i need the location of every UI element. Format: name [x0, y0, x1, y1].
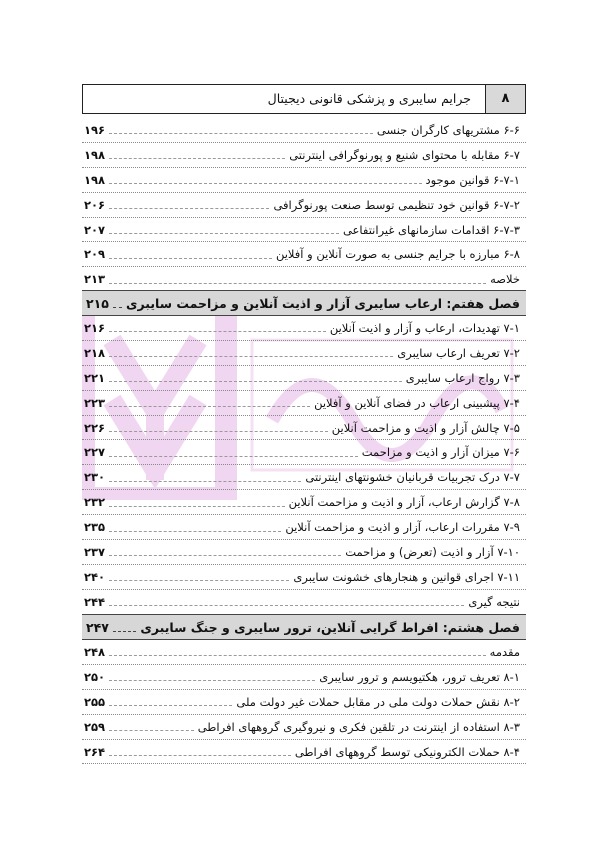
leader-dots: [109, 381, 402, 382]
toc-entry[interactable]: [82, 218, 526, 243]
leader-dots: [109, 208, 269, 209]
toc-entry-title: ۷-۱۱ اجرای قوانین و هنجارهای خشونت سایبری: [293, 569, 520, 584]
toc-entry-page: ۲۴۰: [84, 569, 106, 584]
toc-entry-title: ۷-۴ پیشبینی ارعاب در فضای آنلاین و آفلاین: [314, 395, 520, 410]
leader-dots: [109, 431, 328, 432]
toc-entry-page: ۲۵۵: [84, 694, 106, 709]
leader-dots: [109, 283, 486, 284]
toc-entry-title: ۷-۵ چالش آزار و اذیت و مزاحمت آنلاین: [331, 420, 520, 435]
toc-entry-page: ۲۴۴: [84, 594, 106, 609]
toc-entry-page: ۲۱۶: [84, 320, 106, 335]
toc-entry[interactable]: [82, 143, 526, 168]
toc-entry[interactable]: [82, 740, 526, 765]
leader-dots: [109, 183, 421, 184]
toc-entry-page: ۲۲۱: [84, 370, 106, 385]
toc-entry-title: ۸-۱ تعریف ترور، هکتیویسم و ترور سایبری: [319, 669, 520, 684]
toc-entry-page: ۲۵۹: [84, 719, 106, 734]
toc-entry[interactable]: [82, 193, 526, 218]
toc-entry[interactable]: [82, 715, 526, 740]
chapter-heading[interactable]: [82, 290, 526, 316]
leader-dots: [113, 631, 137, 632]
toc-entry-title: نتیجه گیری: [468, 594, 520, 609]
toc-entry-page: ۲۳۲: [84, 495, 106, 510]
toc-entry[interactable]: [82, 242, 526, 267]
toc-entry-title: مقدمه: [489, 644, 520, 659]
toc-entry[interactable]: [82, 565, 526, 590]
toc-entry[interactable]: [82, 440, 526, 465]
toc-entry-page: ۱۹۸: [84, 147, 106, 162]
toc-entry-page: ۱۹۸: [84, 172, 106, 187]
leader-dots: [109, 555, 341, 556]
toc-entry-page: ۲۲۶: [84, 420, 106, 435]
toc-entry-page: ۲۳۰: [84, 470, 106, 485]
toc-entry[interactable]: [82, 341, 526, 366]
toc-entry[interactable]: [82, 267, 526, 292]
leader-dots: [109, 605, 464, 606]
toc-entry-page: ۲۰۹: [84, 247, 106, 262]
toc-entry-title: ۶-۷-۱ قوانین موجود: [425, 172, 520, 187]
toc-entry[interactable]: [82, 490, 526, 515]
toc-entry-title: ۷-۳ رواج ارعاب سایبری: [405, 370, 520, 385]
leader-dots: [109, 680, 315, 681]
toc-entry-title: ۶-۶ مشتریهای کارگران جنسی: [376, 122, 520, 137]
leader-dots: [109, 481, 301, 482]
toc-entry-title: ۷-۸ گزارش ارعاب، آزار و اذیت و مزاحمت آنلاین: [288, 495, 520, 510]
toc-entry-title: ۶-۸ مبارزه با جرایم جنسی به صورت آنلاین و آفلاین: [275, 247, 520, 262]
toc-entry-page: ۲۵۰: [84, 669, 106, 684]
page-number-box: [486, 84, 526, 114]
toc-entry-title: ۸-۴ حملات الکترونیکی توسط گروههای افراطی: [294, 744, 520, 759]
toc-entry[interactable]: [82, 665, 526, 690]
toc-section-chapter7: [82, 290, 526, 615]
toc-entry[interactable]: [82, 391, 526, 416]
toc-entry-page: ۲۱۸: [84, 345, 106, 360]
leader-dots: [109, 258, 272, 259]
leader-dots: [109, 506, 285, 507]
toc-entry-page: ۲۰۶: [84, 197, 106, 212]
toc-entry[interactable]: [82, 465, 526, 490]
toc-entry-title: ۸-۳ استفاده از اینترنت در تلقین فکری و نیروگیری گروههای افراطی: [197, 719, 520, 734]
toc-entry-title: ۷-۱ تهدیدات، ارعاب و آزار و اذیت آنلاین: [329, 320, 520, 335]
toc-entry[interactable]: [82, 316, 526, 341]
leader-dots: [109, 331, 326, 332]
toc-entry[interactable]: [82, 540, 526, 565]
toc-entry-page: ۲۴۸: [84, 644, 106, 659]
leader-dots: [109, 705, 232, 706]
toc-entry[interactable]: [82, 366, 526, 391]
leader-dots: [109, 730, 194, 731]
toc-entry-page: ۲۲۳: [84, 395, 106, 410]
leader-dots: [109, 233, 339, 234]
toc-entry-title: ۷-۱۰ آزار و اذیت (تعرض) و مزاحمت: [345, 544, 520, 559]
running-header-title: [82, 84, 486, 114]
book-title: جرایم سایبری و پزشکی قانونی دیجیتال: [267, 91, 471, 106]
toc-entry-title: ۷-۹ مقررات ارعاب، آزار و اذیت و مزاحمت آنلاین: [285, 520, 520, 535]
toc-entry[interactable]: [82, 515, 526, 540]
page-number: ۸: [501, 91, 510, 106]
toc-entry-page: ۲۱۳: [84, 272, 106, 287]
leader-dots: [109, 406, 310, 407]
chapter-title: فصل هشتم: افراط گرایی آنلاین، ترور سایبری و جنگ سایبری: [140, 619, 520, 635]
leader-dots: [109, 158, 285, 159]
leader-dots: [113, 307, 122, 308]
toc-entry-title: ۶-۷-۳ اقدامات سازمانهای غیرانتفاعی: [342, 222, 520, 237]
chapter-title: فصل هفتم: ارعاب سایبری آزار و اذیت آنلاین و مزاحمت سایبری: [125, 295, 520, 311]
toc-entry[interactable]: [82, 690, 526, 715]
toc-section-chapter6-tail: [82, 118, 526, 292]
toc-entry[interactable]: [82, 590, 526, 615]
toc-entry-page: ۲۳۵: [84, 520, 106, 535]
toc-entry-title: ۶-۷-۲ قوانین خود تنظیمی توسط صنعت پورنوگرافی: [273, 197, 520, 212]
toc-entry-page: ۲۲۷: [84, 445, 106, 460]
toc-entry[interactable]: [82, 640, 526, 665]
toc-entry-page: ۲۶۴: [84, 744, 106, 759]
toc-entry-title: ۶-۷ مقابله با محتوای شنیع و پورنوگرافی اینترنتی: [289, 147, 520, 162]
toc-entry-title: ۷-۲ تعریف ارعاب سایبری: [397, 345, 520, 360]
toc-entry-title: ۷-۶ میزان آزار و اذیت و مزاحمت: [361, 445, 520, 460]
leader-dots: [109, 133, 373, 134]
toc-entry[interactable]: [82, 416, 526, 441]
chapter-heading[interactable]: [82, 614, 526, 640]
toc-entry[interactable]: [82, 168, 526, 193]
chapter-page: ۲۱۵: [86, 295, 109, 311]
toc-entry-title: ۸-۲ نقش حملات دولت ملی در مقابل حملات غیر دولت ملی: [236, 694, 520, 709]
leader-dots: [109, 456, 358, 457]
leader-dots: [109, 655, 486, 656]
toc-entry[interactable]: [82, 118, 526, 143]
toc-entry-page: ۱۹۶: [84, 122, 106, 137]
leader-dots: [109, 531, 281, 532]
toc-entry-title: ۷-۷ درک تجربیات قربانیان خشونتهای اینترنتی: [305, 470, 520, 485]
toc-entry-page: ۲۳۷: [84, 544, 106, 559]
toc-entry-page: ۲۰۷: [84, 222, 106, 237]
leader-dots: [109, 755, 291, 756]
leader-dots: [109, 580, 289, 581]
leader-dots: [109, 356, 393, 357]
toc-entry-title: خلاصه: [490, 272, 520, 287]
chapter-page: ۲۴۷: [86, 619, 109, 635]
toc-section-chapter8: [82, 614, 526, 764]
